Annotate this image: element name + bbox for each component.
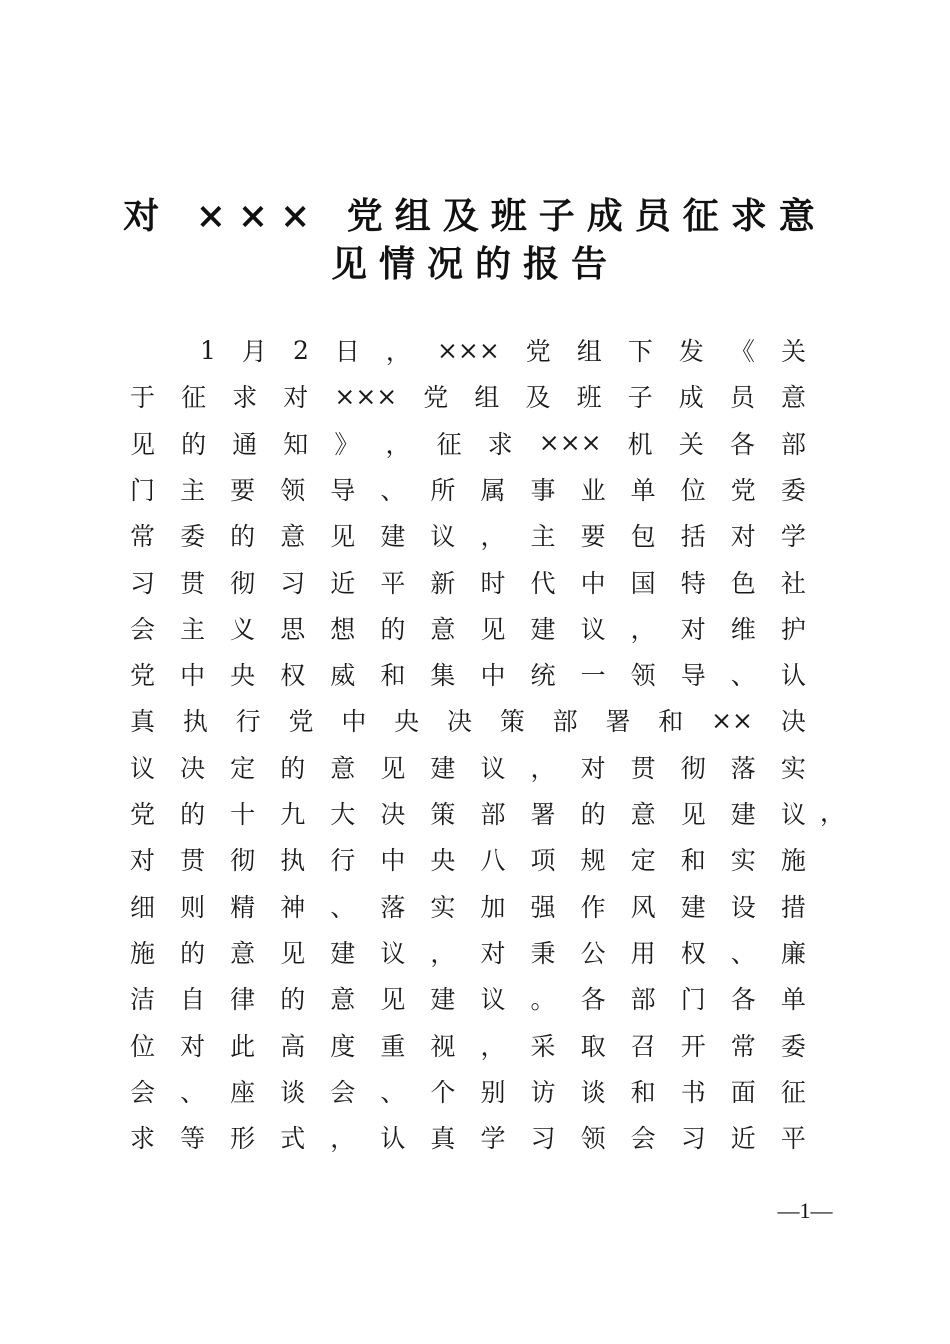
- body-char: 落: [380, 892, 406, 922]
- body-char: 谈: [580, 1077, 606, 1107]
- body-char: 习: [680, 1124, 706, 1154]
- body-char: 决: [180, 753, 206, 783]
- body-char: 见: [480, 614, 506, 644]
- body-char: 见: [130, 429, 156, 459]
- body-char: 和: [630, 1077, 656, 1107]
- body-char: 关: [780, 337, 806, 366]
- line-overflow-comma: ，: [820, 798, 846, 827]
- body-char: 习: [130, 568, 156, 598]
- body-char: 的: [280, 753, 306, 783]
- body-char: 形: [230, 1124, 256, 1154]
- body-char: 征: [436, 429, 462, 459]
- body-char: 时: [480, 568, 506, 598]
- body-char: 则: [180, 892, 206, 922]
- body-char: 秉: [530, 938, 556, 968]
- body-char: 中: [580, 568, 606, 598]
- body-char: 贯: [630, 753, 656, 783]
- body-line: [130, 378, 806, 414]
- body-char: 重: [380, 1031, 406, 1061]
- body-char: 、: [380, 475, 406, 505]
- body-line: [130, 425, 806, 461]
- body-char: 议: [380, 938, 406, 968]
- body-line: [130, 564, 806, 600]
- body-char: 施: [130, 938, 156, 968]
- body-line: [130, 471, 806, 507]
- body-line: [130, 888, 806, 924]
- body-line: [130, 517, 806, 553]
- body-char: ×××: [436, 335, 500, 365]
- body-char: 对: [130, 846, 156, 876]
- body-char: 风: [630, 892, 656, 922]
- body-char: 《: [729, 337, 755, 366]
- body-char: 征: [780, 1077, 806, 1107]
- body-char: 面: [730, 1077, 756, 1107]
- body-char: 主: [180, 475, 206, 505]
- body-char: 的: [380, 614, 406, 644]
- body-char: 建: [530, 614, 556, 644]
- body-char: 党: [288, 707, 314, 737]
- body-char: ×××: [334, 381, 398, 411]
- body-char: 对: [680, 614, 706, 644]
- body-char: 维: [730, 614, 756, 644]
- body-char: 导: [680, 661, 706, 691]
- body-char: 议: [430, 522, 456, 552]
- body-char: 委: [780, 475, 806, 505]
- body-char: 集: [430, 661, 456, 691]
- body-char: 作: [580, 892, 606, 922]
- body-char: 议: [580, 614, 606, 644]
- body-line: [130, 1027, 806, 1063]
- body-char: 党: [423, 383, 449, 413]
- body-char: 组: [474, 383, 500, 413]
- body-char: 部: [480, 800, 506, 829]
- body-char: 平: [380, 568, 406, 598]
- body-char: 委: [780, 1031, 806, 1061]
- body-char: 部: [780, 429, 806, 459]
- body-char: 党: [525, 337, 551, 366]
- body-char: 委: [180, 522, 206, 552]
- document-title-line-1: 对 ××× 党组及班子成员征求意: [123, 195, 827, 237]
- body-char: 领: [580, 1124, 606, 1154]
- body-char: 威: [330, 661, 356, 691]
- body-char: 建: [430, 985, 456, 1015]
- body-char: 建: [680, 892, 706, 922]
- body-char: 见: [380, 985, 406, 1015]
- document-title-line-2: 见情况的报告: [330, 243, 619, 285]
- body-char: 员: [729, 383, 755, 413]
- body-char: 思: [280, 614, 306, 644]
- body-char: 、: [730, 661, 756, 691]
- body-char: 个: [430, 1077, 456, 1107]
- body-char: 取: [580, 1031, 606, 1061]
- body-char: 统: [530, 661, 556, 691]
- body-char: 特: [680, 568, 706, 598]
- body-char: 各: [580, 985, 606, 1015]
- body-char: ，: [385, 337, 411, 366]
- body-char: 知: [283, 429, 309, 459]
- body-char: 和: [658, 707, 684, 737]
- body-char: 导: [330, 475, 356, 505]
- body-char: 认: [780, 661, 806, 691]
- body-char: 大: [330, 800, 356, 829]
- body-char: 决: [380, 800, 406, 829]
- body-char: 征: [181, 383, 207, 413]
- body-char: 视: [430, 1031, 456, 1061]
- body-char: 会: [130, 614, 156, 644]
- body-char: 领: [630, 661, 656, 691]
- body-char: 》: [334, 429, 360, 459]
- body-char: 彻: [230, 568, 256, 598]
- body-char: 位: [680, 475, 706, 505]
- body-char: 意: [330, 753, 356, 783]
- body-char: 权: [680, 938, 706, 968]
- body-char: 央: [430, 846, 456, 876]
- body-char: ，: [430, 938, 456, 968]
- body-char: 真: [430, 1124, 456, 1154]
- body-char: 策: [499, 707, 525, 737]
- body-char: 想: [330, 614, 356, 644]
- body-char: 的: [180, 800, 206, 829]
- body-char: 的: [280, 985, 306, 1015]
- body-char: 党: [130, 800, 156, 829]
- body-char: 中: [341, 707, 367, 737]
- body-char: 习: [530, 1124, 556, 1154]
- body-line: [130, 1073, 806, 1109]
- body-char: 一: [580, 661, 606, 691]
- body-char: 等: [180, 1124, 206, 1154]
- body-char: 建: [430, 753, 456, 783]
- body-char: 高: [280, 1031, 306, 1061]
- body-char: 访: [530, 1077, 556, 1107]
- body-char: 意: [630, 800, 656, 829]
- body-char: 强: [530, 892, 556, 922]
- body-char: 求: [487, 429, 513, 459]
- body-char: 规: [580, 846, 606, 876]
- body-char: 常: [130, 522, 156, 552]
- body-char: 色: [730, 568, 756, 598]
- body-char: 署: [605, 707, 631, 737]
- body-char: 央: [230, 661, 256, 691]
- body-char: 发: [678, 337, 704, 366]
- body-line: [130, 749, 806, 785]
- body-char: 党: [130, 661, 156, 691]
- body-char: 会: [330, 1077, 356, 1107]
- body-line: [200, 332, 806, 368]
- body-char: 学: [480, 1124, 506, 1154]
- body-char: 意: [780, 383, 806, 413]
- body-char: 见: [330, 522, 356, 552]
- body-line: [130, 1119, 806, 1155]
- body-char: 党: [730, 475, 756, 505]
- body-char: 近: [730, 1124, 756, 1154]
- body-char: 、: [180, 1077, 206, 1107]
- body-char: 社: [780, 568, 806, 598]
- body-char: 认: [380, 1124, 406, 1154]
- body-char: 及: [525, 383, 551, 413]
- body-char: 真: [130, 707, 156, 737]
- body-char: 的: [580, 800, 606, 829]
- body-char: 意: [230, 938, 256, 968]
- body-char: ，: [330, 1124, 356, 1154]
- body-char: 用: [630, 938, 656, 968]
- body-char: 业: [580, 475, 606, 505]
- body-char: 书: [680, 1077, 706, 1107]
- body-line: [130, 656, 806, 692]
- body-char: 议: [130, 753, 156, 783]
- body-char: ，: [530, 753, 556, 783]
- body-char: 和: [380, 661, 406, 691]
- body-char: 事: [530, 475, 556, 505]
- body-char: 各: [729, 429, 755, 459]
- body-char: 部: [630, 985, 656, 1015]
- body-char: 日: [334, 337, 360, 366]
- body-char: 落: [730, 753, 756, 783]
- body-char: 会: [130, 1077, 156, 1107]
- body-char: 机: [627, 429, 653, 459]
- body-char: 对: [180, 1031, 206, 1061]
- body-char: 门: [680, 985, 706, 1015]
- body-char: ，: [480, 522, 506, 552]
- body-char: 平: [780, 1124, 806, 1154]
- body-char: 九: [280, 800, 306, 829]
- body-char: 措: [780, 892, 806, 922]
- body-char: ×××: [538, 428, 602, 458]
- body-char: 意: [280, 522, 306, 552]
- body-char: 细: [130, 892, 156, 922]
- body-char: 中: [480, 661, 506, 691]
- body-char: 行: [330, 846, 356, 876]
- body-char: 见: [280, 938, 306, 968]
- body-char: 式: [280, 1124, 306, 1154]
- body-char: 此: [230, 1031, 256, 1061]
- body-line: [130, 980, 806, 1016]
- body-char: 中: [180, 661, 206, 691]
- body-char: 十: [230, 800, 256, 829]
- body-char: 各: [730, 985, 756, 1015]
- body-char: 的: [230, 522, 256, 552]
- body-char: 义: [230, 614, 256, 644]
- body-char: 班: [576, 383, 602, 413]
- body-char: 加: [480, 892, 506, 922]
- body-char: 子: [627, 383, 653, 413]
- body-char: ，: [385, 429, 411, 459]
- body-char: 决: [446, 707, 472, 737]
- body-char: 要: [230, 475, 256, 505]
- body-char: 开: [680, 1031, 706, 1061]
- body-char: 单: [630, 475, 656, 505]
- body-char: 属: [480, 475, 506, 505]
- body-char: 月: [241, 337, 267, 366]
- body-char: 对: [580, 753, 606, 783]
- body-char: 彻: [230, 846, 256, 876]
- body-char: 的: [181, 429, 207, 459]
- body-char: 学: [780, 522, 806, 552]
- body-char: 策: [430, 800, 456, 829]
- body-char: 新: [430, 568, 456, 598]
- body-char: 贯: [180, 568, 206, 598]
- body-char: 2: [292, 335, 309, 365]
- body-char: 对: [730, 522, 756, 552]
- body-char: 中: [380, 846, 406, 876]
- body-char: 对: [480, 938, 506, 968]
- body-char: 议: [480, 985, 506, 1015]
- body-char: 单: [780, 985, 806, 1015]
- body-char: 定: [630, 846, 656, 876]
- body-char: 括: [680, 522, 706, 552]
- body-char: 署: [530, 800, 556, 829]
- body-line: [130, 795, 806, 831]
- body-char: 公: [580, 938, 606, 968]
- body-char: 关: [678, 429, 704, 459]
- body-char: 定: [230, 753, 256, 783]
- body-char: 施: [780, 846, 806, 876]
- body-char: 门: [130, 475, 156, 505]
- body-char: 实: [780, 753, 806, 783]
- body-char: 议: [780, 800, 806, 829]
- body-char: 下: [627, 337, 653, 366]
- body-char: 求: [232, 383, 258, 413]
- body-char: 律: [230, 985, 256, 1015]
- body-char: 决: [780, 707, 806, 737]
- body-char: 的: [180, 938, 206, 968]
- body-char: 议: [480, 753, 506, 783]
- body-char: 执: [182, 707, 208, 737]
- body-char: 项: [530, 846, 556, 876]
- body-char: 见: [680, 800, 706, 829]
- body-char: 精: [230, 892, 256, 922]
- body-line: [130, 841, 806, 877]
- body-char: 行: [235, 707, 261, 737]
- body-char: 座: [230, 1077, 256, 1107]
- body-char: ，: [480, 1031, 506, 1061]
- body-char: 1: [200, 335, 216, 365]
- body-char: 央: [394, 707, 420, 737]
- body-line: [130, 610, 806, 646]
- body-char: 于: [130, 383, 156, 413]
- body-char: 对: [283, 383, 309, 413]
- body-char: 、: [380, 1077, 406, 1107]
- body-char: 洁: [130, 985, 156, 1015]
- body-char: 意: [430, 614, 456, 644]
- body-char: 国: [630, 568, 656, 598]
- body-char: 代: [530, 568, 556, 598]
- body-char: 习: [280, 568, 306, 598]
- page-number: —1—: [777, 1198, 833, 1223]
- body-char: 会: [630, 1124, 656, 1154]
- body-char: 建: [330, 938, 356, 968]
- body-char: 和: [680, 846, 706, 876]
- body-char: 护: [780, 614, 806, 644]
- body-char: 求: [130, 1124, 156, 1154]
- body-char: 建: [730, 800, 756, 829]
- body-char: 包: [630, 522, 656, 552]
- body-char: 见: [380, 753, 406, 783]
- body-char: 彻: [680, 753, 706, 783]
- body-char: 度: [330, 1031, 356, 1061]
- body-char: 近: [330, 568, 356, 598]
- body-char: 八: [480, 846, 506, 876]
- body-char: 所: [430, 475, 456, 505]
- body-char: 实: [730, 846, 756, 876]
- body-char: 谈: [280, 1077, 306, 1107]
- body-char: 位: [130, 1031, 156, 1061]
- body-char: 、: [730, 938, 756, 968]
- body-char: 执: [280, 846, 306, 876]
- body-char: 主: [530, 522, 556, 552]
- body-char: 领: [280, 475, 306, 505]
- body-char: 。: [530, 985, 556, 1015]
- body-line: [130, 702, 806, 738]
- body-char: 神: [280, 892, 306, 922]
- body-char: 成: [678, 383, 704, 413]
- body-char: 组: [576, 337, 602, 366]
- body-char: 意: [330, 985, 356, 1015]
- body-char: 召: [630, 1031, 656, 1061]
- body-char: 部: [552, 707, 578, 737]
- body-char: 设: [730, 892, 756, 922]
- body-char: 权: [280, 661, 306, 691]
- body-char: ，: [630, 614, 656, 644]
- body-char: 建: [380, 522, 406, 552]
- body-char: 主: [180, 614, 206, 644]
- body-char: ××: [711, 705, 754, 735]
- body-char: 贯: [180, 846, 206, 876]
- body-char: 实: [430, 892, 456, 922]
- body-char: 要: [580, 522, 606, 552]
- body-line: [130, 934, 806, 970]
- body-char: 采: [530, 1031, 556, 1061]
- body-char: 通: [232, 429, 258, 459]
- body-char: 廉: [780, 938, 806, 968]
- body-char: 别: [480, 1077, 506, 1107]
- body-char: 、: [330, 892, 356, 922]
- body-char: 常: [730, 1031, 756, 1061]
- body-char: 自: [180, 985, 206, 1015]
